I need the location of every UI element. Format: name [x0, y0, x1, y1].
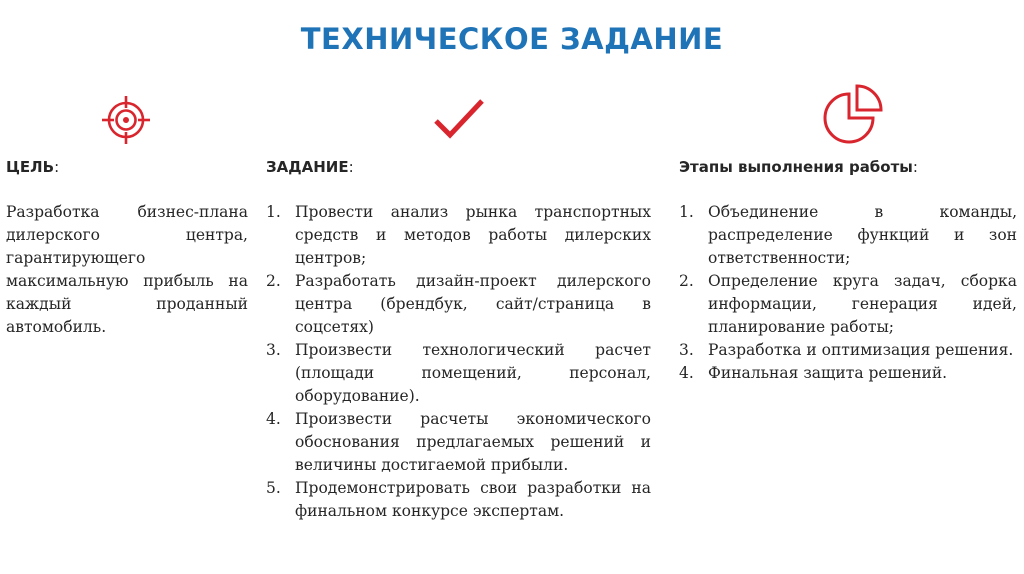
task-list: [266, 201, 651, 523]
task-heading: ЗАДАНИЕ:: [266, 158, 354, 176]
stages-column: [679, 156, 1017, 385]
goal-text: Разработка бизнес-плана дилерского центра, гарантирующего максимальную прибыль на каждый проданный автомобиль.: [6, 203, 248, 336]
list-item: 3. Произвести технологический расчет (площади помещений, персонал, оборудование).: [266, 341, 651, 405]
list-item: 4. Финальная защита решений.: [679, 364, 948, 382]
list-item: 2. Определение круга задач, сборка информации, генерация идей, планирование работы;: [679, 272, 1017, 336]
goal-heading: ЦЕЛЬ:: [6, 158, 60, 176]
stages-heading: Этапы выполнения работы:: [679, 158, 918, 176]
task-column: [266, 156, 651, 523]
list-item: 5. Продемонстрировать свои разработки на финальном конкурсе экспертам.: [266, 479, 651, 520]
list-item: 1. Провести анализ рынка транспортных средств и методов работы дилерских центров;: [266, 203, 651, 267]
goal-column: [6, 156, 248, 339]
slide-title: ТЕХНИЧЕСКОЕ ЗАДАНИЕ: [300, 22, 724, 56]
pie-chart-icon: [822, 82, 890, 144]
stages-list: [679, 201, 1017, 385]
list-item: 3. Разработка и оптимизация решения.: [679, 341, 1014, 359]
list-item: 2. Разработать дизайн-проект дилерского центра (брендбук, сайт/страница в соцсетях): [266, 272, 651, 336]
list-item: 1. Объединение в команды, распределение функций и зон ответственности;: [679, 203, 1017, 267]
list-item: 4. Произвести расчеты экономического обоснования предлагаемых решений и величины достигаемой прибыли.: [266, 410, 651, 474]
target-icon: [101, 95, 151, 145]
checkmark-icon: [432, 97, 486, 143]
